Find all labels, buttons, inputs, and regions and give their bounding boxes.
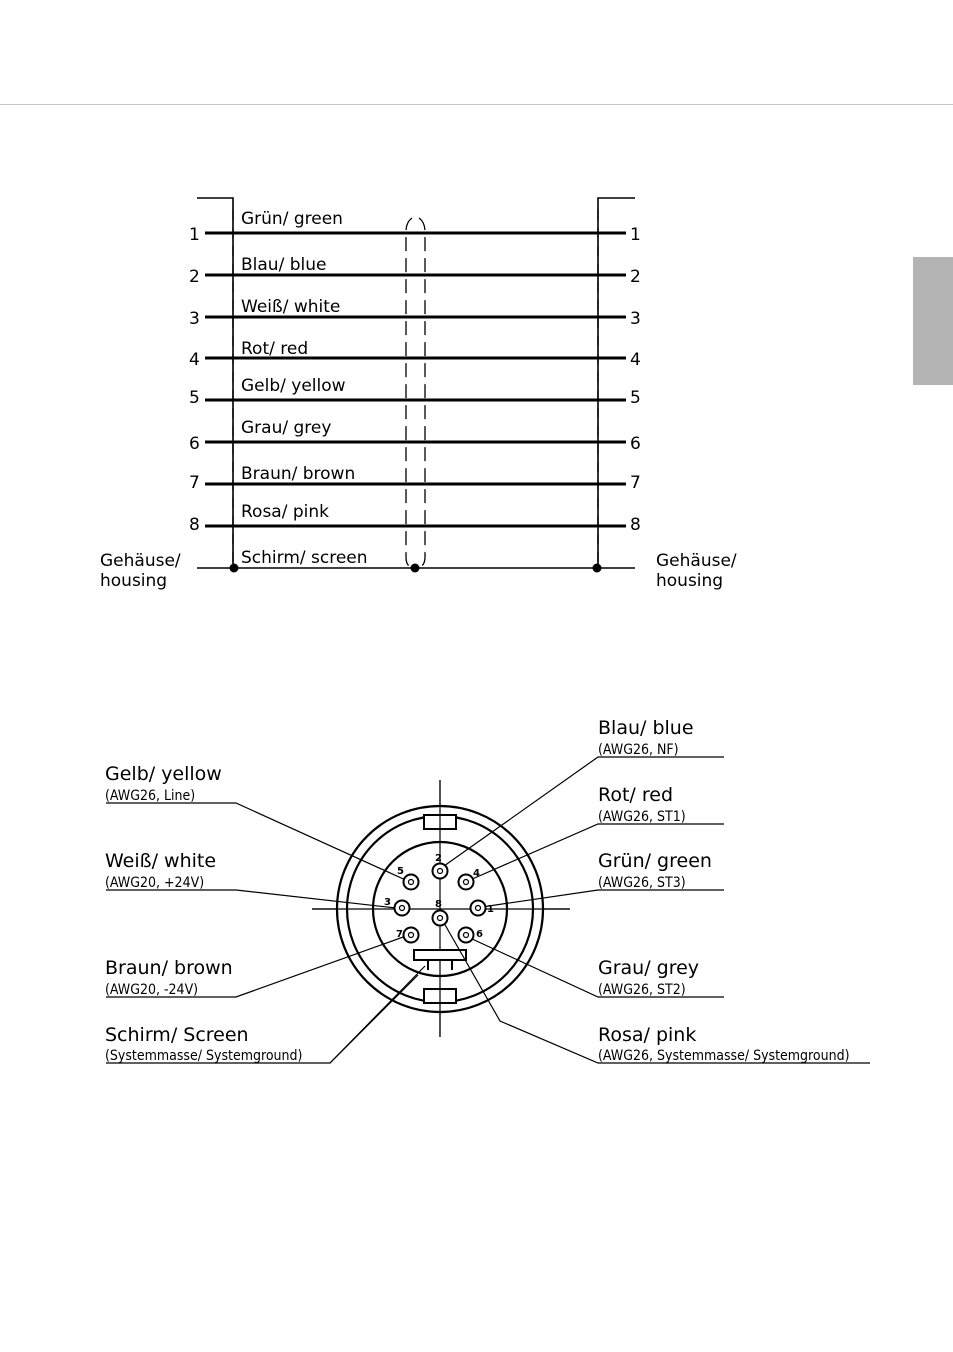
right-pin-5: 5 bbox=[630, 388, 641, 408]
wire-label-4: Rot/ red bbox=[241, 339, 309, 359]
housing-junction-right bbox=[593, 564, 602, 573]
left-pin-6: 6 bbox=[189, 434, 200, 454]
left-pin-4: 4 bbox=[189, 350, 200, 370]
housing-right-line2: housing bbox=[656, 571, 724, 591]
right-pin-2: 2 bbox=[630, 267, 641, 287]
pin-number-3: 3 bbox=[384, 897, 391, 908]
screen-label: Schirm/ screen bbox=[241, 548, 368, 568]
left-connector-bracket bbox=[197, 198, 233, 568]
screen-tab bbox=[414, 950, 466, 960]
pin-8 bbox=[433, 911, 448, 926]
label-screen-name: Schirm/ Screen bbox=[105, 1024, 249, 1046]
wire-labels bbox=[241, 209, 368, 568]
right-pin-1: 1 bbox=[630, 225, 641, 245]
pinout-left-labels bbox=[105, 763, 302, 1064]
wire-label-3: Weiß/ white bbox=[241, 297, 341, 317]
screen-braid-right bbox=[415, 218, 425, 568]
wire-label-8: Rosa/ pink bbox=[241, 502, 329, 522]
right-pin-4: 4 bbox=[630, 350, 641, 370]
screen-junction bbox=[411, 564, 420, 573]
pin-7 bbox=[404, 928, 419, 943]
housing-labels bbox=[100, 551, 737, 591]
pin-number-8: 8 bbox=[435, 899, 442, 910]
label-pink-spec: (AWG26, Systemmasse/ Systemground) bbox=[598, 1048, 850, 1064]
pin-4 bbox=[459, 875, 474, 890]
label-red-spec: (AWG26, ST1) bbox=[598, 809, 686, 825]
housing-left-line2: housing bbox=[100, 571, 168, 591]
left-pin-5: 5 bbox=[189, 388, 200, 408]
label-red-name: Rot/ red bbox=[598, 784, 674, 806]
pin-number-5: 5 bbox=[397, 866, 404, 877]
wire-label-7: Braun/ brown bbox=[241, 464, 356, 484]
wire-label-2: Blau/ blue bbox=[241, 255, 327, 275]
pin-number-6: 6 bbox=[476, 929, 483, 940]
housing-left-line1: Gehäuse/ bbox=[100, 551, 181, 571]
label-blue-name: Blau/ blue bbox=[598, 717, 694, 739]
wire-label-5: Gelb/ yellow bbox=[241, 376, 346, 396]
housing-right-line1: Gehäuse/ bbox=[656, 551, 737, 571]
pin-number-4: 4 bbox=[473, 868, 480, 879]
wire-label-1: Grün/ green bbox=[241, 209, 343, 229]
right-connector-bracket bbox=[598, 198, 635, 568]
right-pin-8: 8 bbox=[630, 515, 641, 535]
label-brown-spec: (AWG20, -24V) bbox=[105, 982, 199, 998]
label-grey-name: Grau/ grey bbox=[598, 957, 700, 979]
left-pin-8: 8 bbox=[189, 515, 200, 535]
label-pink-name: Rosa/ pink bbox=[598, 1024, 697, 1046]
label-white-name: Weiß/ white bbox=[105, 850, 217, 872]
left-pin-7: 7 bbox=[189, 473, 200, 493]
label-yellow-name: Gelb/ yellow bbox=[105, 763, 222, 785]
label-blue-spec: (AWG26, NF) bbox=[598, 742, 679, 758]
pin-3 bbox=[395, 901, 410, 916]
pin-number-7: 7 bbox=[396, 929, 403, 940]
pin-6 bbox=[459, 928, 474, 943]
label-grey-spec: (AWG26, ST2) bbox=[598, 982, 686, 998]
left-pin-numbers bbox=[189, 225, 200, 535]
label-brown-name: Braun/ brown bbox=[105, 957, 233, 979]
pin-2 bbox=[433, 864, 448, 879]
label-screen-spec: (Systemmasse/ Systemground) bbox=[105, 1048, 303, 1064]
housing-junction-left bbox=[230, 564, 239, 573]
pin-1 bbox=[471, 901, 486, 916]
right-pin-7: 7 bbox=[630, 473, 641, 493]
left-pin-1: 1 bbox=[189, 225, 200, 245]
label-green-name: Grün/ green bbox=[598, 850, 712, 872]
wire-label-6: Grau/ grey bbox=[241, 418, 332, 438]
label-green-spec: (AWG26, ST3) bbox=[598, 875, 686, 891]
left-pin-2: 2 bbox=[189, 267, 200, 287]
label-yellow-spec: (AWG26, Line) bbox=[105, 788, 196, 804]
right-pin-3: 3 bbox=[630, 309, 641, 329]
screen-braid-left bbox=[406, 218, 415, 568]
left-pin-3: 3 bbox=[189, 309, 200, 329]
right-pin-6: 6 bbox=[630, 434, 641, 454]
pin-5 bbox=[404, 875, 419, 890]
pin-number-1: 1 bbox=[487, 904, 494, 915]
pin-number-2: 2 bbox=[435, 853, 442, 864]
right-pin-numbers bbox=[630, 225, 641, 535]
label-white-spec: (AWG20, +24V) bbox=[105, 875, 205, 891]
